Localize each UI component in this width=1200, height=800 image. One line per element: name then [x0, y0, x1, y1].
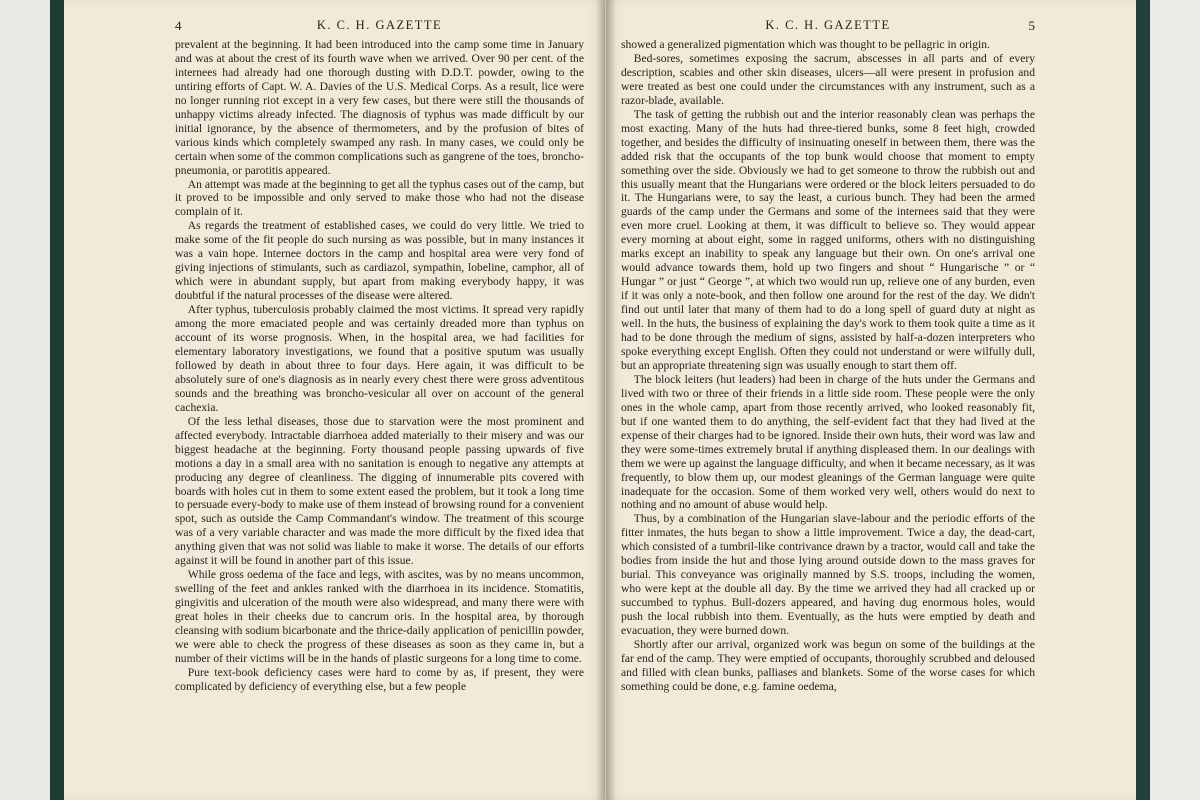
paragraph: Bed-sores, sometimes exposing the sacrum, abscesses in all parts and of every description, scabies and other skin diseases, ulcers—all were present in profusion and were treated as best one could under the circumstances with any instrument, such as a razor-blade, available.: [621, 51, 1035, 107]
running-head-left: [175, 18, 584, 38]
book-cover-left: [50, 0, 64, 800]
paragraph: After typhus, tuberculosis probably claimed the most victims. It spread very rapidly among the more emaciated people and was certainly dreaded more than typhus on account of its worse prognosis. When, in the hospital area, we had facilities for elementary laboratory investigations, we found that a positive sputum was usually followed by death in about three to four days. Here again, it was difficult to be absolutely sure of one's diagnosis as in nearly every chest there were gross adventitous sounds and the breathing was broncho-vesicular all over on account of the general cachexia.: [175, 303, 584, 414]
paragraph: The task of getting the rubbish out and the interior reasonably clean was perhaps the most exacting. Many of the huts had three-tiered bunks, some 8 feet high, crowded together, and besides the difficulty of insinuating oneself in between them, there was the added risk that the occupants of the top bunk would choose that moment to empty something over the side. Obviously we had to get someone to throw the rubbish out and this usually meant that the Hungarians were ordered or the block leiters persuaded to do it. The Hungarians were, to say the least, a curious bunch. They had been the armed guards of the camp under the Germans and some of the internees said that they were even more cruel. Looking at them, it was difficult to believe so. They would appear every morning at about eight, some in ragged uniforms, others with no distinguishing marks except an inability to speak any language but their own. On one's arrival one would advance towards them, hold up two fingers and shout “ Hungarische ” or “ Hungar ” or just “ George ”, at which two would run up, relieve one of any burden, even if it was only a note-book, and then follow one around for the rest of the day. We didn't find out until later that many of them had to do a long spell of guard duty at night as well. In the huts, the business of explaining the day's work to them took quite a time as it had to be done through the medium of signs, assisted by half-a-dozen interpreters who spoke everything except English. Often they could not understand or were wilfully dull, but an appropriate threatening sign was usually enough to start them off.: [621, 107, 1035, 372]
paragraph: showed a generalized pigmentation which was thought to be pellagric in origin.: [621, 38, 990, 51]
scan-margin-right: [1150, 0, 1200, 800]
paragraph: As regards the treatment of established cases, we could do very little. We tried to make some of the fit people do such nursing as was possible, but in many instances it was a vain hope. Internee doctors in the camp and hospital area were very fond of giving injections of stimulants, such as cardiazol, sympathin, lobeline, camphor, all of which were in abundant supply, but apart from making everybody happy, it was doubtful if the natural processes of the disease were altered.: [175, 219, 584, 303]
left-page-body: [175, 38, 584, 694]
left-page: [64, 0, 605, 800]
right-page: [606, 0, 1136, 800]
paragraph: An attempt was made at the beginning to get all the typhus cases out of the camp, but it proved to be impossible and only served to make those who had not the disease complain of it.: [175, 177, 584, 219]
paragraph: prevalent at the beginning. It had been introduced into the camp some time in January and was at about the crest of its fourth wave when we arrived. Over 90 per cent. of the internees had already had one thorough dusting with D.D.T. powder, owing to the untiring efforts of Capt. W. A. Davies of the U.S. Medical Corps. As a result, lice were no longer running riot except in a very few cases, but there were still the thousands of unhappy victims already infected. The diagnosis of typhus was made difficult by our initial ignorance, by the absence of thermometers, and by the profusion of bites of various kinds which completely swamped any rash. In many cases, we could only be certain when some of the common complications such as gangrene of the toes, broncho-pneumonia, or parotitis appeared.: [175, 38, 584, 177]
paragraph: Shortly after our arrival, organized work was begun on some of the buildings at the far end of the camp. They were emptied of occupants, thoroughly scrubbed and deloused and filled with clean bunks, palliases and blankets. Some of the worse cases for which something could be done, e.g. famine oedema,: [621, 637, 1035, 693]
paragraph: Thus, by a combination of the Hungarian slave-labour and the periodic efforts of the fitter inmates, the huts began to show a little improvement. Twice a day, the dead-cart, which consisted of a tumbril-like contrivance drawn by a tractor, would call and take the bodies from inside the hut and those lying around outside down to the mass graves for burial. This conveyance was originally manned by S.S. troops, including the women, who were kept at the double all day. By the time we arrived they had all cracked up or succumbed to typhus. Bull-dozers appeared, and having dug enormous holes, would push the local rubbish into them. Eventually, as the huts were emptied by death and evacuation, they were burned down.: [621, 512, 1035, 638]
page-number-left: 4: [175, 18, 182, 33]
paragraph: While gross oedema of the face and legs, with ascites, was by no means uncommon, swelling of the feet and ankles ranked with the diarrhoea in its incidence. Stomatitis, gingivitis and ulceration of the mouth were also widespread, and many there were with great holes in their cheeks due to cancrum oris. In the hospital area, by thorough cleansing with sodium bicarbonate and the thrice-daily application of penicillin powder, we were able to check the progress of these diseases as soon as they came in, but a number of their victims will be in the hands of plastic surgeons for a long time to come.: [175, 568, 584, 665]
paragraph: The block leiters (hut leaders) had been in charge of the huts under the Germans and lived with two or three of their friends in a little side room. These people were the only ones in the whole camp, apart from those recently arrived, who looked reasonably fit, but if one wanted them to do anything, the self-evident fact that they had lived at the expense of their charges had to be ignored. Inside their own huts, their word was law and they were some-times extremely brutal if anything displeased them. In our dealings with them we were up against the language difficulty, and when it became necessary, as it was frequently, to blow them up, our modest gleanings of the German language were quite inadequate for the occasion. Some of them worked very well, others would do next to nothing and no amount of abuse would help.: [621, 372, 1035, 512]
book-cover-right: [1136, 0, 1150, 800]
running-head-title-left: K. C. H. GAZETTE: [316, 18, 443, 32]
paragraph: Of the less lethal diseases, those due to starvation were the most prominent and affected everybody. Intractable diarrhoea added materially to their misery and was our biggest headache at the beginning. Forty thousand people passing upwards of five motions a day in a small area with no sanitation is enough to negative any attempts at producing any degree of cleanliness. The digging of innumerable pits covered with boards with holes cut in them to some extent eased the problem, but it took a long time to persuade every-body to make use of them instead of browsing round for a convenient spot, such as outside the Camp Commandant's window. The treatment of this scourge was of a very variable character and was made the more difficult by the fixed idea that anything given that was not solid was liable to make it worse. The details of our efforts against it will be found in another part of this issue.: [175, 414, 584, 568]
running-head-right: [621, 18, 1035, 38]
page-number-right: 5: [1028, 18, 1035, 33]
right-page-body: [621, 38, 1035, 694]
running-head-title-right: K. C. H. GAZETTE: [765, 18, 891, 32]
book-gutter: [596, 0, 616, 800]
paragraph: Pure text-book deficiency cases were hard to come by as, if present, they were complicated by deficiency of everything else, but a few people: [175, 665, 584, 693]
